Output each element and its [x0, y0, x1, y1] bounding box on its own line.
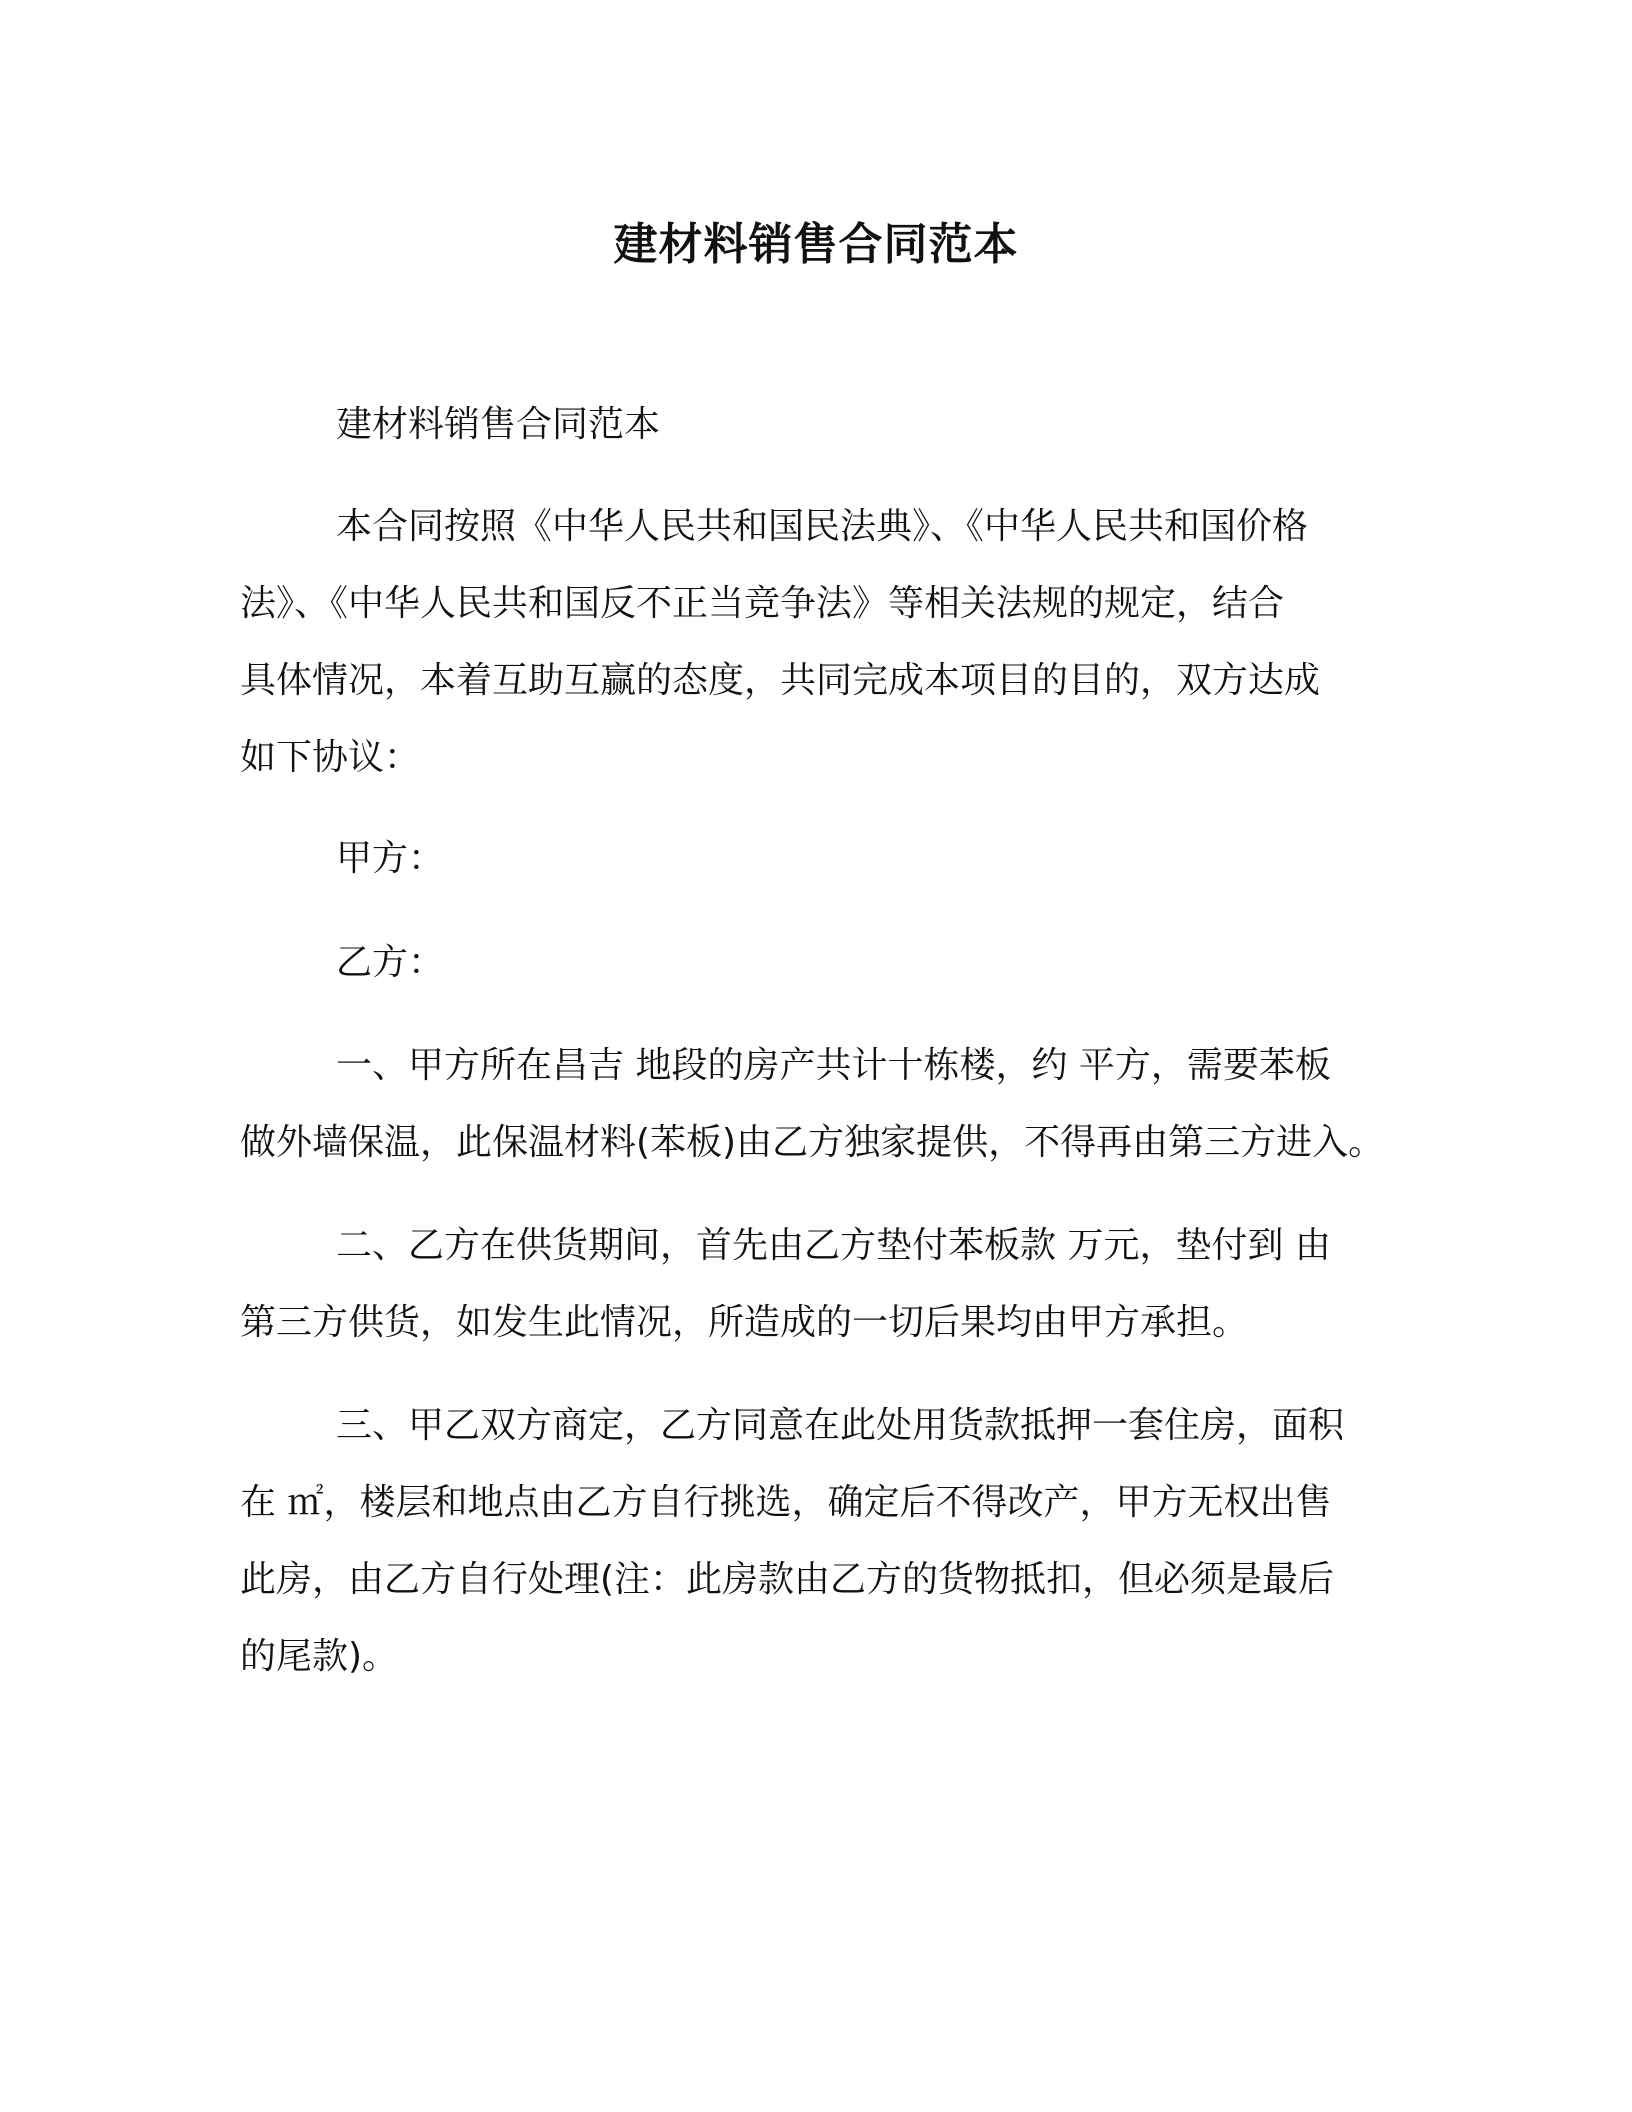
clause-2-line: 二、乙方在供货期间，首先由乙方垫付苯板款 万元，垫付到 由 — [336, 1225, 1331, 1266]
clause-3-paragraph — [240, 1387, 1392, 1695]
subtitle-line: 建材料销售合同范本 — [336, 404, 661, 445]
party-a-paragraph — [240, 820, 1392, 897]
intro-paragraph — [240, 488, 1392, 796]
clause-1-paragraph — [240, 1027, 1392, 1181]
intro-line: 具体情况，本着互助互赢的态度，共同完成本项目的目的，双方达成 — [240, 660, 1321, 701]
clause-3-line: 三、甲乙双方商定，乙方同意在此处用货款抵押一套住房，面积 — [336, 1405, 1345, 1446]
clause-3-line: 在 ㎡，楼层和地点由乙方自行挑选，确定后不得改产，甲方无权出售 — [240, 1482, 1332, 1523]
intro-line: 本合同按照《中华人民共和国民法典》、《中华人民共和国价格 — [336, 506, 1309, 547]
clause-1-line: 做外墙保温，此保温材料(苯板)由乙方独家提供，不得再由第三方进入。 — [240, 1122, 1385, 1163]
document-subtitle — [240, 386, 1392, 463]
intro-line: 如下协议： — [240, 737, 421, 778]
party-a-label: 甲方： — [336, 838, 445, 879]
party-b-label: 乙方： — [336, 942, 445, 983]
clause-3-line: 的尾款)。 — [240, 1636, 399, 1677]
clause-3-line: 此房，由乙方自行处理(注：此房款由乙方的货物抵扣，但必须是最后 — [240, 1559, 1335, 1600]
clause-1-line: 一、甲方所在昌吉 地段的房产共计十栋楼，约 平方，需要苯板 — [336, 1045, 1331, 1086]
clause-2-paragraph — [240, 1207, 1392, 1361]
clause-2-line: 第三方供货，如发生此情况，所造成的一切后果均由甲方承担。 — [240, 1302, 1249, 1343]
intro-line: 法》、《中华人民共和国反不正当竞争法》等相关法规的规定，结合 — [240, 583, 1285, 624]
party-b-paragraph — [240, 924, 1392, 1001]
document-title: 建材料销售合同范本 — [613, 219, 1019, 270]
